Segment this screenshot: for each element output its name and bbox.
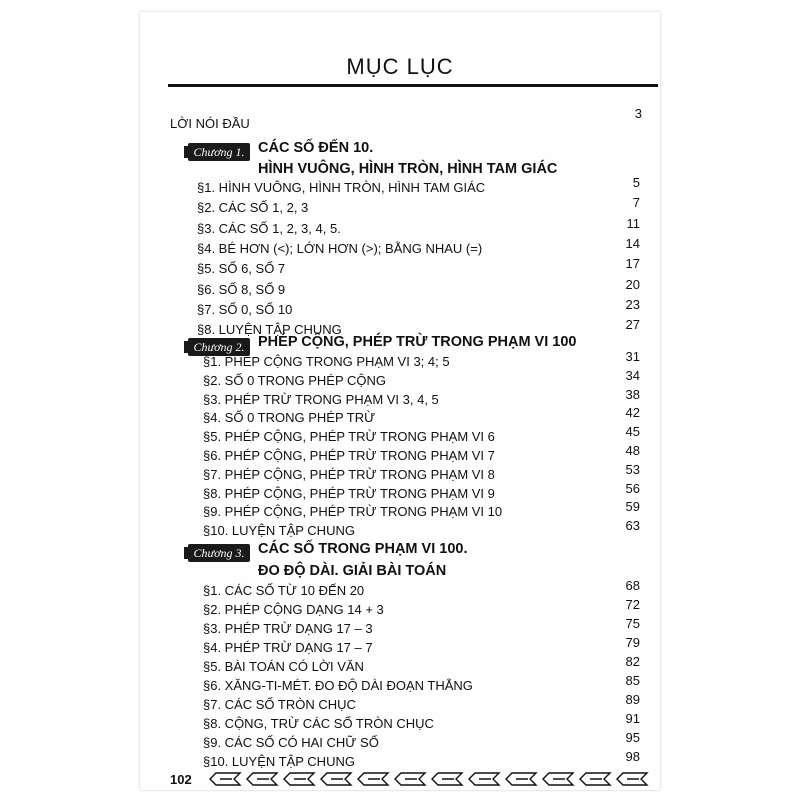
toc-label: §10. LUYỆN TẬP CHUNG (203, 523, 355, 539)
toc-page: 59 (625, 499, 640, 515)
toc-label: §7. CÁC SỐ TRÒN CHỤC (203, 697, 356, 712)
toc-label: §10. LUYỆN TẬP CHUNG (203, 754, 355, 769)
title-divider (168, 84, 658, 87)
toc-page: 5 (632, 175, 640, 190)
toc-row (0, 654, 800, 679)
toc-label: §7. PHÉP CỘNG, PHÉP TRỪ TRONG PHẠM VI 8 (203, 466, 495, 482)
toc-page: 63 (625, 518, 640, 534)
toc-page: 3 (634, 106, 642, 121)
arrow-chevron-icon (321, 773, 351, 785)
toc-label: §2. SỐ 0 TRONG PHÉP CỘNG (203, 372, 387, 388)
toc-page: 68 (625, 578, 640, 593)
toc-row (0, 480, 800, 506)
chapter-badge: Chương 3. (188, 544, 250, 562)
toc-page: 23 (625, 296, 640, 312)
toc-row (0, 424, 800, 449)
toc-label: LỜI NÓI ĐẦU (170, 116, 250, 131)
toc-row (0, 235, 800, 261)
toc-page-preface-row (0, 106, 800, 126)
chapter-title-line: CÁC SỐ ĐẾN 10. (258, 140, 374, 156)
arrow-chevron-icon (543, 773, 573, 785)
arrow-chevron-icon (432, 773, 462, 785)
chapter-badge: Chương 1. (188, 143, 250, 161)
toc-row (0, 256, 800, 281)
arrow-chevron-icon (469, 773, 499, 785)
toc-row (0, 367, 800, 393)
toc-page: 48 (625, 443, 640, 458)
toc-label: §8. PHÉP CỘNG, PHÉP TRỪ TRONG PHẠM VI 9 (203, 485, 495, 501)
toc-label: §8. CỘNG, TRỪ CÁC SỐ TRÒN CHỤC (203, 716, 434, 731)
toc-label: §4. BÉ HƠN (<); LỚN HƠN (>); BẰNG NHAU (=) (197, 240, 483, 256)
toc-label: §5. BÀI TOÁN CÓ LỜI VĂN (203, 659, 364, 674)
toc-page: 31 (625, 349, 640, 364)
toc-label: §8. LUYỆN TẬP CHUNG (197, 322, 342, 338)
toc-row (0, 597, 800, 622)
toc-label: §9. CÁC SỐ CÓ HAI CHỮ SỐ (203, 735, 379, 750)
chapter-title-line: ĐO ĐỘ DÀI. GIẢI BÀI TOÁN (258, 563, 447, 579)
toc-row (0, 578, 800, 603)
toc-row (0, 349, 800, 374)
page-number: 102 (170, 772, 192, 787)
toc-row (0, 175, 800, 200)
toc-label: §7. SỐ 0, SỐ 10 (197, 301, 293, 317)
toc-page: 27 (625, 317, 640, 333)
footer-arrow-ornament-icon (204, 770, 654, 788)
toc-row (0, 499, 800, 524)
page-title: MỤC LỤC (346, 54, 454, 79)
toc-row (0, 215, 800, 241)
toc-page: 11 (626, 215, 640, 231)
toc-row (0, 195, 800, 220)
toc-label: §6. SỐ 8, SỐ 9 (197, 281, 286, 297)
toc-row (0, 386, 800, 412)
toc-row (0, 692, 800, 717)
toc-row (0, 461, 800, 487)
toc-label: §1. CÁC SỐ TỪ 10 ĐẾN 20 (203, 583, 365, 598)
toc-page: 95 (625, 730, 640, 745)
toc-page: 56 (625, 480, 640, 496)
arrow-chevron-icon (284, 773, 314, 785)
chapter-badge: Chương 2. (188, 338, 250, 356)
toc-label: §2. PHÉP CỘNG DẠNG 14 + 3 (203, 602, 384, 617)
toc-label: §2. CÁC SỐ 1, 2, 3 (197, 200, 309, 216)
toc-label: §5. SỐ 6, SỐ 7 (197, 261, 286, 277)
toc-page: 53 (625, 461, 640, 477)
toc-label: §9. PHÉP CỘNG, PHÉP TRỪ TRONG PHẠM VI 10 (203, 504, 503, 520)
toc-page: 20 (625, 276, 640, 292)
chapter-title-line: CÁC SỐ TRONG PHẠM VI 100. (258, 541, 468, 557)
arrow-chevron-icon (580, 773, 610, 785)
arrow-chevron-icon (210, 773, 240, 785)
toc-page: 42 (625, 405, 640, 421)
chapter-title-line: HÌNH VUÔNG, HÌNH TRÒN, HÌNH TAM GIÁC (258, 161, 558, 177)
toc-row (0, 616, 800, 641)
toc-label: §3. PHÉP TRỪ DẠNG 17 – 3 (203, 621, 373, 636)
toc-label: §6. PHÉP CỘNG, PHÉP TRỪ TRONG PHẠM VI 7 (203, 448, 495, 463)
toc-row (0, 296, 800, 322)
toc-row (0, 276, 800, 302)
toc-row (0, 635, 800, 660)
toc-row (0, 711, 800, 736)
toc-label: §4. SỐ 0 TRONG PHÉP TRỪ (203, 410, 376, 426)
toc-label: §6. XĂNG-TI-MÉT. ĐO ĐỘ DÀI ĐOẠN THẲNG (203, 678, 473, 693)
toc-page: 34 (625, 367, 640, 383)
toc-row (0, 673, 800, 698)
arrow-chevron-icon (617, 773, 647, 785)
toc-label: §3. CÁC SỐ 1, 2, 3, 4, 5. (197, 220, 341, 236)
toc-label: §1. PHÉP CỘNG TRONG PHẠM VI 3; 4; 5 (203, 354, 450, 369)
toc-page: 98 (625, 749, 640, 764)
arrow-chevron-icon (395, 773, 425, 785)
toc-label: §4. PHÉP TRỪ DẠNG 17 – 7 (203, 640, 373, 655)
toc-row (0, 730, 800, 755)
toc-page: 7 (632, 195, 640, 211)
toc-page: 45 (625, 424, 640, 440)
chapter-title-line: PHÉP CỘNG, PHÉP TRỪ TRONG PHẠM VI 100 (258, 334, 577, 350)
toc-page: 17 (625, 256, 640, 272)
toc-row (0, 405, 800, 430)
arrow-chevron-icon (358, 773, 388, 785)
toc-page: 91 (625, 711, 640, 726)
toc-label: §3. PHÉP TRỪ TRONG PHẠM VI 3, 4, 5 (203, 391, 439, 407)
toc-page: 82 (625, 654, 640, 669)
toc-label: §5. PHÉP CỘNG, PHÉP TRỪ TRONG PHẠM VI 6 (203, 429, 495, 445)
toc-page: 72 (625, 597, 640, 612)
toc-page: 14 (625, 235, 640, 251)
toc-page: 38 (625, 386, 640, 402)
toc-page: 79 (625, 635, 640, 650)
arrow-chevron-icon (247, 773, 277, 785)
toc-row (0, 443, 800, 468)
toc-page: 85 (625, 673, 640, 688)
arrow-chevron-icon (506, 773, 536, 785)
toc-page: 75 (625, 616, 640, 631)
toc-label: §1. HÌNH VUÔNG, HÌNH TRÒN, HÌNH TAM GIÁC (197, 180, 486, 195)
toc-page: 89 (625, 692, 640, 707)
